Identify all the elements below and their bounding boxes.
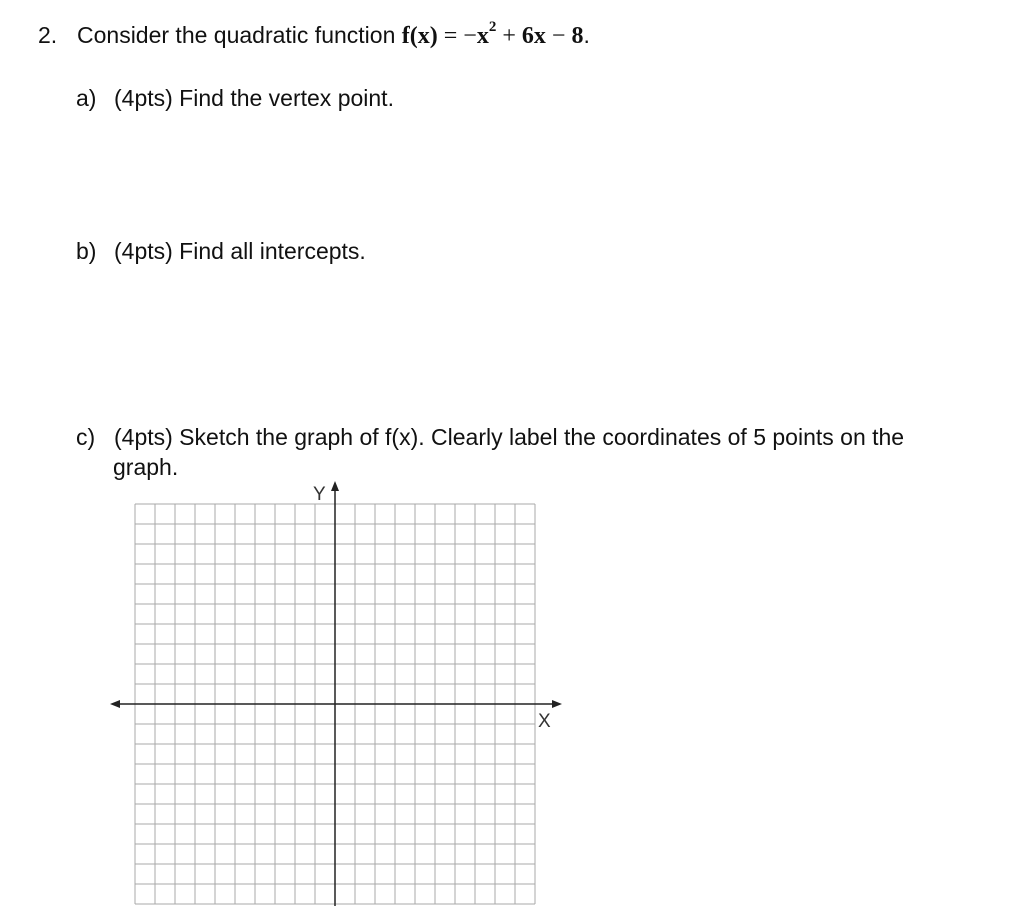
equals-sign: = [437, 23, 464, 49]
minus-sign: − [545, 23, 572, 49]
term-6x: 6x [521, 23, 546, 49]
question-stem-text: Consider the quadratic function [77, 22, 402, 48]
function-name: f(x) [401, 23, 438, 49]
part-a-text: (4pts) Find the vertex point. [114, 85, 394, 111]
x-axis-label: X [538, 711, 551, 732]
term-x: x [476, 23, 489, 49]
constant-term: 8 [571, 23, 584, 49]
part-c-text-line1: (4pts) Sketch the graph of f(x). Clearly label the coordinates of 5 points on the [114, 424, 905, 450]
plus-sign: + [496, 23, 522, 49]
part-a-letter: a) [76, 85, 97, 111]
part-c-text-line2: graph. [113, 454, 179, 480]
part-b-text: (4pts) Find all intercepts. [114, 238, 366, 264]
axes [110, 481, 562, 906]
part-b-letter: b) [76, 238, 97, 264]
period: . [583, 22, 590, 48]
x-axis-left-arrow [110, 700, 120, 708]
question-number: 2. [38, 22, 58, 48]
y-axis-up-arrow [331, 481, 339, 491]
part-c-letter: c) [76, 424, 96, 450]
negative-sign: − [463, 23, 477, 49]
y-axis-label: Y [313, 484, 326, 505]
exponent: 2 [488, 19, 497, 35]
x-axis-right-arrow [552, 700, 562, 708]
